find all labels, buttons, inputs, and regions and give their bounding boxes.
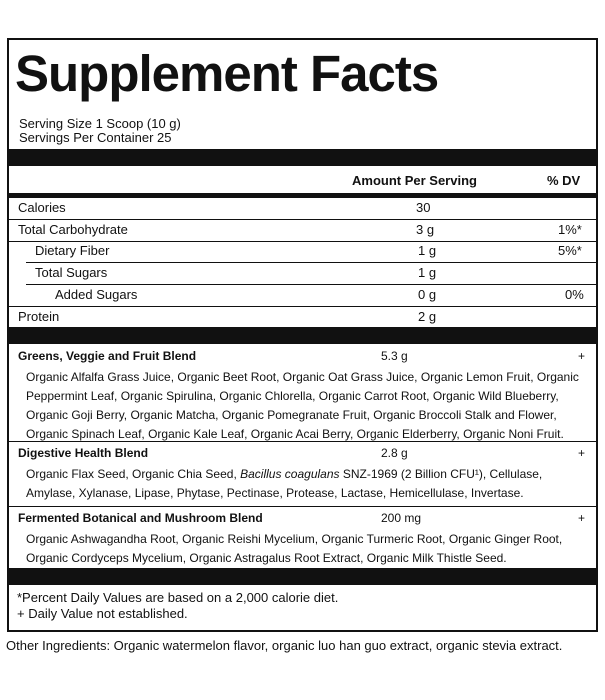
footnote-percent: *Percent Daily Values are based on a 2,000 calorie diet.: [17, 590, 339, 605]
blend-amount: 2.8 g: [381, 446, 408, 460]
nutrient-name: Protein: [18, 309, 60, 324]
amount-header: Amount Per Serving: [352, 173, 477, 188]
thick-divider-blends: [8, 327, 597, 344]
blend-name: Digestive Health Blend: [18, 446, 149, 460]
servings-per-container: Servings Per Container 25: [19, 130, 172, 145]
nutrient-name: Calories: [18, 200, 66, 215]
blend-ingredients: Organic Alfalfa Grass Juice, Organic Beet Root, Organic Oat Grass Juice, Organic Lemon Fruit, Organic Peppermint Leaf, Organic Spirulina, Organic Chlorella, Organic Carrot Root, Organic Wild Blueberry, Organic Goji Berry, Organic Matcha, Organic Pomegranate Fruit, Organic Broccoli Stalk and Flower, Organic Spinach Leaf, Organic Kale Leaf, Organic Acai Berry, Organic Elderberry, Organic Noni Fruit.: [26, 370, 579, 441]
nutrient-dv: 5%*: [558, 243, 582, 258]
nutrient-dv: 1%*: [558, 222, 582, 237]
row-divider: [8, 219, 597, 220]
nutrient-amount: 1 g: [418, 265, 437, 280]
nutrient-amount: 30: [416, 200, 431, 215]
medium-divider: [8, 193, 597, 198]
row-divider: [26, 284, 597, 285]
thick-divider-bottom: [8, 568, 597, 585]
ingredients-text: Organic Flax Seed, Organic Chia Seed,: [26, 467, 241, 481]
nutrient-name: Total Sugars: [35, 265, 108, 280]
nutrient-amount: 2 g: [418, 309, 437, 324]
blend-divider: [8, 441, 597, 442]
blend-amount: 200 mg: [381, 511, 422, 525]
footnote-plus: + Daily Value not established.: [17, 606, 188, 621]
serving-info: [19, 117, 181, 145]
serving-size: Serving Size 1 Scoop (10 g): [19, 116, 181, 131]
blend-ingredients: Organic Ashwagandha Root, Organic Reishi Mycelium, Organic Turmeric Root, Organic Ginger Root, Organic Cordyceps Mycelium, Organic Astragalus Root Extract, Organic Milk Thistle Seed.: [26, 532, 563, 565]
blend-dv: +: [578, 446, 586, 460]
blend-name: Greens, Veggie and Fruit Blend: [18, 349, 197, 363]
nutrient-dv: 0%: [565, 287, 584, 302]
nutrient-name: Total Carbohydrate: [18, 222, 128, 237]
blend-amount: 5.3 g: [381, 349, 408, 363]
row-divider: [8, 241, 597, 242]
blend-dv: +: [578, 349, 586, 363]
other-ingredients: Other Ingredients: Organic watermelon flavor, organic luo han guo extract, organic stevia extract.: [6, 638, 563, 653]
row-divider: [26, 262, 597, 263]
blend-dv: +: [578, 511, 586, 525]
nutrient-amount: 0 g: [418, 287, 437, 302]
dv-header: % DV: [547, 173, 581, 188]
panel-title: Supplement Facts: [15, 45, 439, 102]
nutrient-name: Added Sugars: [55, 287, 138, 302]
ingredient-italic: Bacillus coagulans: [240, 467, 340, 481]
blend-name: Fermented Botanical and Mushroom Blend: [18, 511, 263, 525]
row-divider: [8, 306, 597, 307]
thick-divider-top: [8, 149, 597, 166]
nutrient-amount: 1 g: [418, 243, 437, 258]
blend-divider: [8, 506, 597, 507]
nutrient-amount: 3 g: [416, 222, 435, 237]
ingredients-text: SNZ-1969 (2 Billion CFU¹), Cellulase, Amylase, Xylanase, Lipase, Phytase, Pectinase, Protease, Lactase, Hemicellulase, Invertase.: [26, 467, 543, 500]
nutrient-name: Dietary Fiber: [35, 243, 110, 258]
blend-ingredients: [26, 465, 586, 503]
